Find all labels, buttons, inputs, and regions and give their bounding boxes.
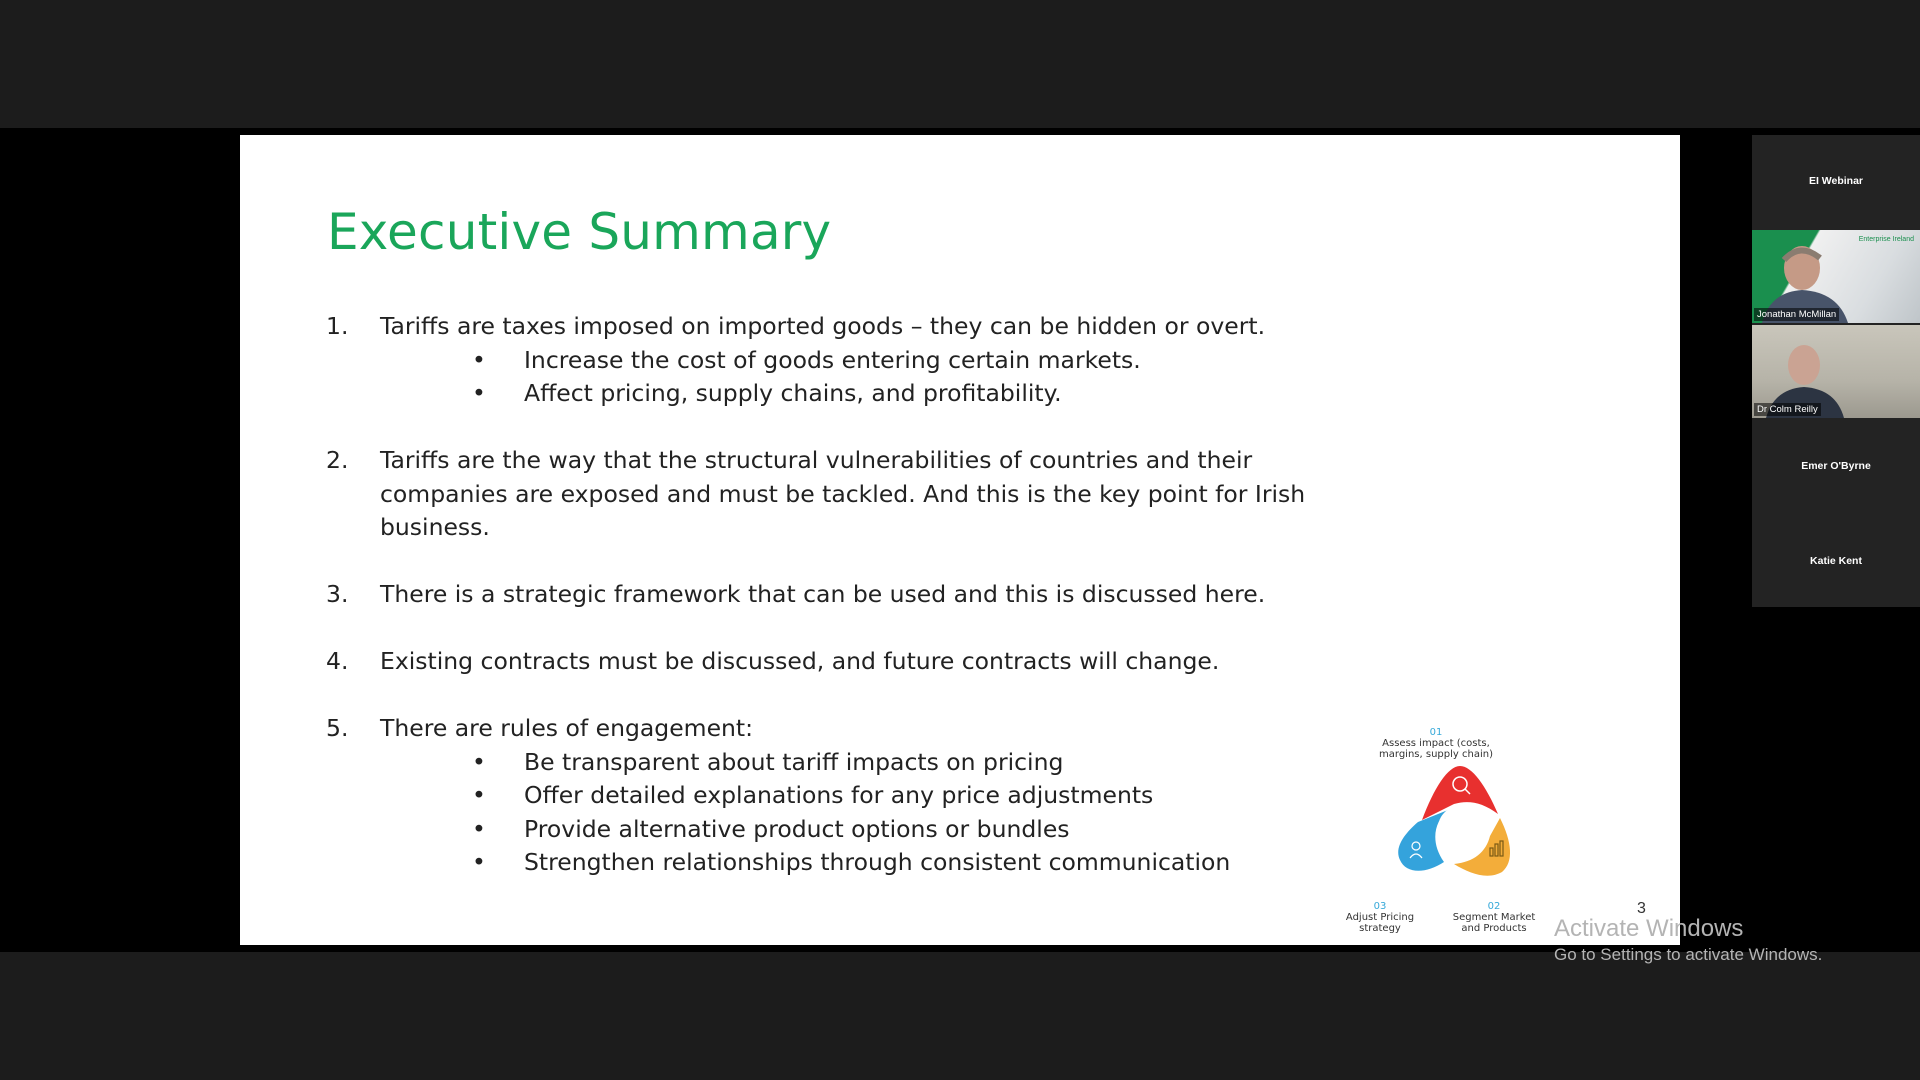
item-number: 3.: [326, 580, 349, 608]
slide-title: Executive Summary: [327, 203, 832, 261]
bullet: •: [472, 848, 486, 876]
item-text: There are rules of engagement:: [380, 714, 754, 742]
participant-name: Dr Colm Reilly: [1754, 403, 1821, 416]
sub-item: • Affect pricing, supply chains, and profitability.: [524, 377, 1306, 411]
watermark-subtitle: Go to Settings to activate Windows.: [1554, 945, 1823, 964]
meeting-title-tile: [1752, 135, 1920, 230]
participant-video[interactable]: [1752, 325, 1920, 418]
item-number: 5.: [326, 714, 349, 742]
participants-panel: [1752, 135, 1920, 607]
sub-item: • Strengthen relationships through consistent communication: [524, 846, 1306, 880]
list-item: [326, 645, 1306, 679]
bullet: •: [472, 814, 486, 843]
bullet: •: [472, 345, 486, 374]
cycle-step-3-label: 03 Adjust Pricing strategy: [1345, 901, 1415, 934]
participant-name: Jonathan McMillan: [1754, 308, 1839, 321]
bottom-bar: [0, 952, 1920, 1080]
item-text: Tariffs are taxes imposed on imported goods – they can be hidden or overt.: [380, 312, 1266, 340]
item-number: 4.: [326, 647, 349, 675]
item-number: 1.: [326, 312, 349, 340]
cycle-step-2-label: 02 Segment Market and Products: [1452, 901, 1536, 934]
summary-list: [326, 310, 1306, 913]
list-item: [326, 578, 1306, 612]
sub-item: • Increase the cost of goods entering certain markets.: [524, 344, 1306, 378]
cycle-step-1-label: 01 Assess impact (costs, margins, supply chain): [1379, 727, 1493, 760]
watermark-title: Activate Windows: [1554, 915, 1744, 942]
top-bar: [0, 0, 1920, 128]
sub-list: [380, 344, 1306, 411]
item-text: Tariffs are the way that the structural vulnerabilities of countries and their companies are exposed and must be tackled. And this is the key point for Irish business.: [380, 446, 1306, 541]
bullet: •: [472, 747, 486, 776]
list-item: [326, 444, 1306, 545]
list-item: [326, 712, 1306, 880]
participant-tile[interactable]: [1752, 420, 1920, 515]
item-number: 2.: [326, 446, 349, 474]
bullet: •: [472, 781, 486, 809]
sub-item: • Offer detailed explanations for any price adjustments: [524, 779, 1306, 813]
participant-video[interactable]: [1752, 230, 1920, 323]
meeting-title: EI Webinar: [1808, 175, 1864, 187]
shared-slide: [240, 135, 1680, 945]
list-item: [326, 310, 1306, 411]
item-text: Existing contracts must be discussed, and future contracts will change.: [380, 647, 1220, 675]
activate-windows-watermark: [1554, 915, 1822, 967]
bullet: •: [472, 379, 486, 407]
participant-tile[interactable]: [1752, 515, 1920, 607]
enterprise-ireland-logo: Enterprise Ireland: [1858, 236, 1914, 243]
framework-cycle-diagram: [1320, 575, 1560, 934]
participant-name: Emer O'Byrne: [1801, 460, 1871, 472]
sub-item: • Be transparent about tariff impacts on pricing: [524, 746, 1306, 780]
sub-item: • Provide alternative product options or bundles: [524, 813, 1306, 847]
item-text: There is a strategic framework that can be used and this is discussed here.: [380, 580, 1266, 608]
cycle-graphic: [1390, 762, 1530, 882]
sub-list: [380, 746, 1306, 880]
participant-name: Katie Kent: [1810, 555, 1862, 567]
slide-page-number: 3: [1637, 900, 1646, 917]
